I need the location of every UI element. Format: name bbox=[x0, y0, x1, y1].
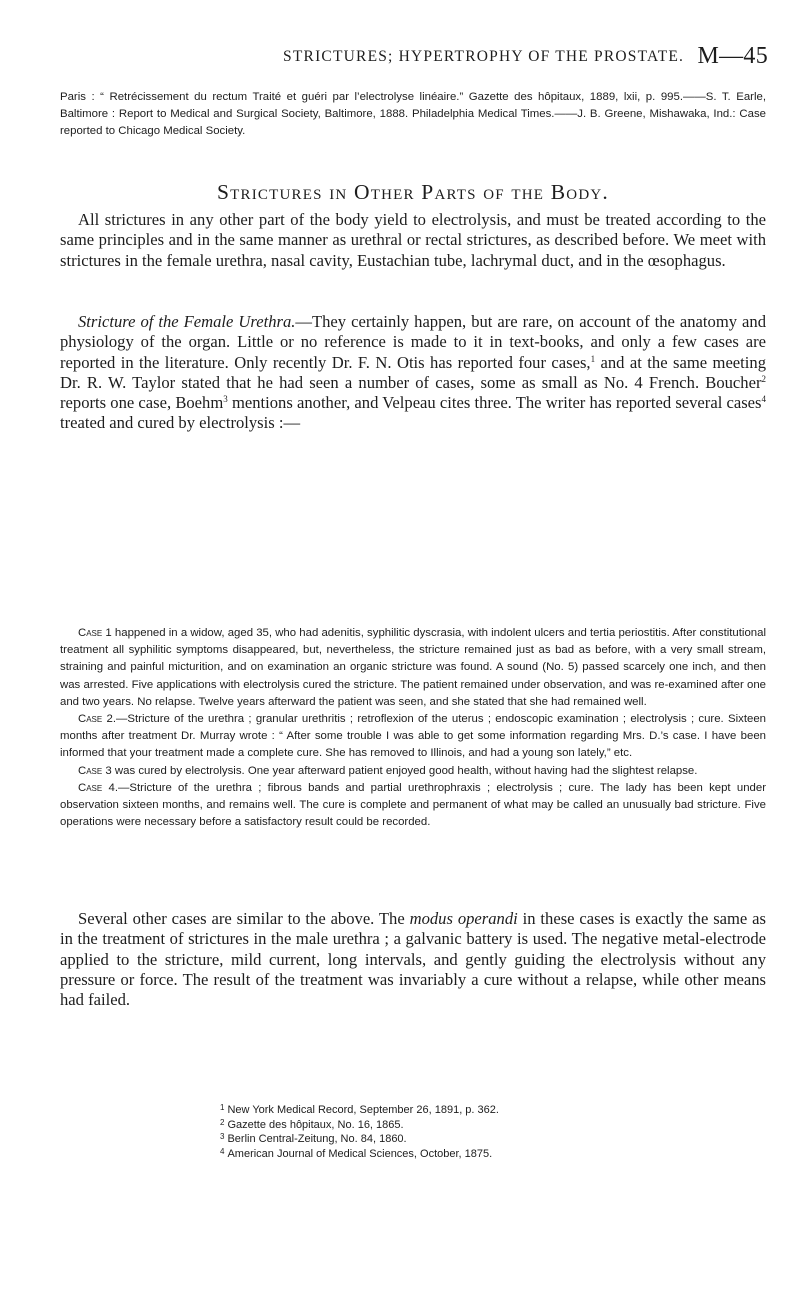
subsection-lead: Stricture of the Female Urethra. bbox=[78, 312, 296, 331]
footnote-ref: 3 bbox=[223, 394, 228, 405]
latin-term: modus operandi bbox=[409, 909, 518, 928]
paragraph-text: and at the same meeting Dr. R. W. Taylor stated that he had seen a number of cases, some as small as No. 4 French. Boucher bbox=[60, 352, 766, 392]
case-reports bbox=[60, 625, 766, 831]
female-urethra-paragraph bbox=[60, 312, 766, 434]
bibliography-references: Paris : “ Retrécissement du rectum Traité et guéri par l’electrolyse linéaire.” Gazette des hôpitaux, 1889, lxii, p. 995.——S. T. Earle, Baltimore : Report to Medical and Surgical Society, Baltimore, 1888. Philadelphia Medical Times.——J. B. Greene, Mishawaka, Ind.: Case reported to Chicago Medical Society. bbox=[60, 91, 766, 137]
intro-paragraph: All strictures in any other part of the body yield to electrolysis, and must be treated according to the same principles and in the same manner as urethral or rectal strictures, as described before. We meet with strictures in the female urethra, nasal cavity, Eustachian tube, lachrymal duct, and in the œsophagus. bbox=[60, 210, 766, 270]
footnote-text: Berlin Central-Zeitung, No. 84, 1860. bbox=[227, 1133, 407, 1146]
case-text: was cured by electrolysis. One year afterward patient enjoyed good health, without having had the slightest relapse. bbox=[111, 764, 698, 777]
footnote-text: Gazette des hôpitaux, No. 16, 1865. bbox=[227, 1118, 404, 1131]
case-label: Case 1 bbox=[78, 627, 112, 639]
footnote-ref: 1 bbox=[590, 353, 596, 364]
footnote-mark: 4 bbox=[220, 1146, 225, 1156]
footnote-ref: 4 bbox=[761, 394, 767, 405]
footnote bbox=[220, 1103, 760, 1118]
case-paragraph bbox=[60, 763, 766, 780]
section-heading: Strictures in Other Parts of the Body. bbox=[217, 180, 609, 204]
footnote-ref: 2 bbox=[761, 373, 766, 384]
paragraph-text: Several other cases are similar to the above. The bbox=[78, 909, 410, 928]
running-head bbox=[60, 40, 768, 73]
case-paragraph bbox=[60, 780, 766, 832]
case-label: Case 2. bbox=[78, 713, 117, 726]
case-paragraph bbox=[60, 625, 766, 711]
footnote bbox=[220, 1147, 760, 1162]
footnote bbox=[220, 1132, 760, 1147]
footnote-mark: 2 bbox=[220, 1117, 225, 1127]
case-text: —Stricture of the urethra ; granular urethritis ; retroflexion of the uterus ; endoscopic examination ; electrolysis ; cure. Sixteen months after treatment Dr. Murray wrote : “ After some trouble I was able to get some information regarding Mrs. D.’s case. I have been informed that your treatment made a complete cure. She has removed to Illinois, and had a young son lately,” etc. bbox=[60, 713, 766, 760]
footnotes bbox=[220, 1103, 760, 1161]
paragraph-text: reports one case, Boehm bbox=[60, 393, 224, 413]
page-number: M—45 bbox=[697, 43, 768, 69]
paragraph-text: in these cases is exactly the same as in the treatment of strictures in the male urethra ; a galvanic battery is used. The negative metal-electrode applied to the stricture, mild current, long intervals, and gently guiding the electrolysis without any pressure or force. The result of the treatment was invariably a cure without a relapse, while other means had failed. bbox=[60, 909, 766, 1010]
footnote-mark: 1 bbox=[220, 1103, 225, 1112]
footnote-text: American Journal of Medical Sciences, October, 1875. bbox=[227, 1147, 493, 1160]
paragraph-text: mentions another, and Velpeau cites three. The writer has reported several cases bbox=[227, 393, 762, 413]
running-title: STRICTURES; HYPERTROPHY OF THE PROSTATE. bbox=[283, 48, 685, 65]
case-text: happened in a widow, aged 35, who had adenitis, syphilitic dyscrasia, with indolent ulcers and tertia periostitis. After constitutional treatment all syphilitic symptoms disappeared, but, nevertheless, the stricture remained just as bad as before, with a very small stream, straining and painful micturition, and on examination an organic stricture was found. A sound (No. 5) passed scarcely one inch, and then was arrested. Five applications with electrolysis cured the stricture. The patient remained under observation, and was re-examined after one and two years. No relapse. Twelve years afterward the patient was seen, and she stated that she had remained well. bbox=[60, 627, 766, 708]
footnote-text: New York Medical Record, September 26, 1891, p. 362. bbox=[227, 1104, 499, 1116]
footnote-mark: 3 bbox=[220, 1132, 225, 1142]
paragraph-text: treated and cured by electrolysis :— bbox=[60, 413, 301, 433]
case-paragraph bbox=[60, 711, 766, 763]
footnote bbox=[220, 1118, 760, 1133]
case-label: Case 3 bbox=[78, 764, 112, 777]
conclusion-paragraph bbox=[60, 909, 766, 1010]
paragraph-text: —They certainly happen, but are rare, on account of the anatomy and physiology of the organ. Little or no reference is made to it in text-books, and only a few cases are reported in the literature. Only recently Dr. F. N. Otis has reported four cases, bbox=[60, 312, 766, 372]
case-text: —Stricture of the urethra ; fibrous bands and partial urethrophraxis ; electrolysis ; cure. The lady has been kept under observation sixteen months, and remains well. The cure is complete and permanent of what may be called an unusually bad stricture. Five operations were necessary before a satisfactory result could be recorded. bbox=[60, 781, 766, 829]
case-label: Case 4. bbox=[78, 781, 118, 794]
